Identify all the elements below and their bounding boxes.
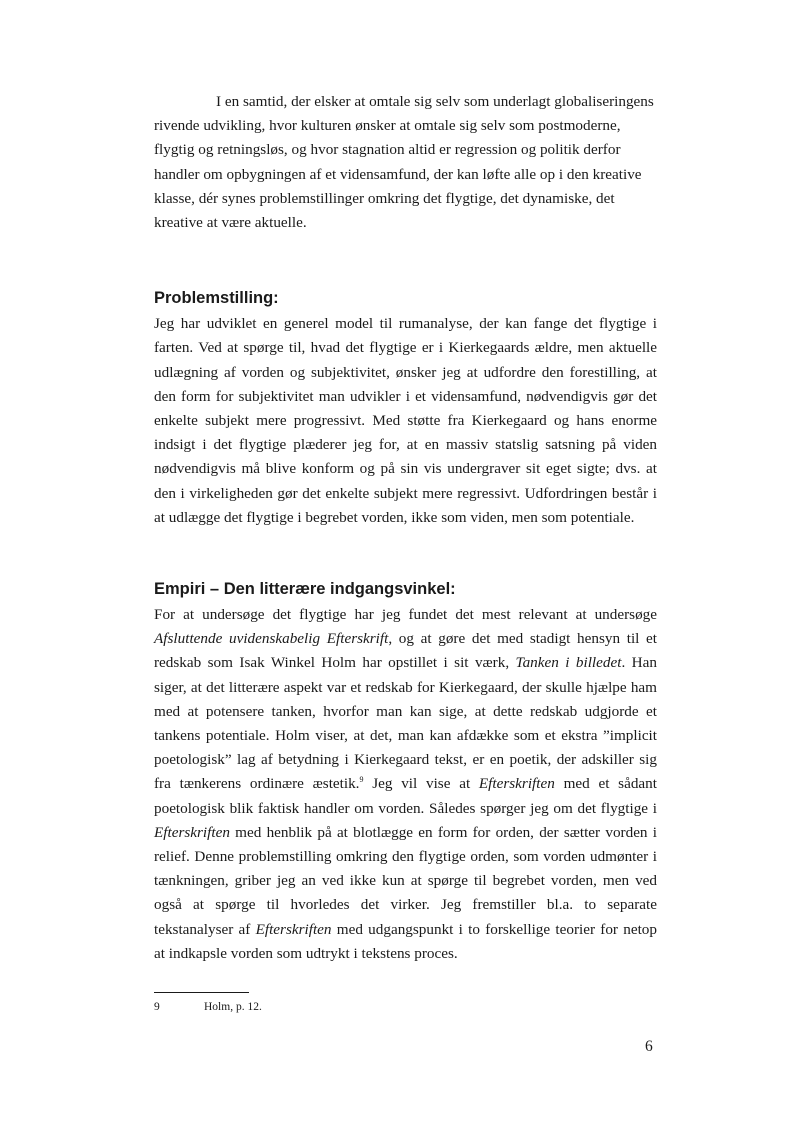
footnote-text: Holm, p. 12. (204, 1001, 262, 1013)
footnote-divider (154, 992, 249, 993)
heading-problemstilling: Problemstilling: (154, 289, 279, 308)
work-title-efterskrift: Afsluttende uvidenskabelig Efterskrift (154, 630, 389, 648)
page-number: 6 (645, 1038, 653, 1055)
page-body (154, 90, 657, 966)
work-title-efterskriften-3: Efterskriften (255, 920, 332, 938)
empiri-text-7: med udgangspunkt i to forskellige teorier for netop at indkapsle vorden som udtrykt i tekstens proces. (154, 920, 657, 962)
footnote-reference[interactable]: 9 (359, 775, 364, 785)
empiri-text-3: . Han siger, at det litterære aspekt var et redskab for Kierkegaard, der skulle hjælpe ham med at potensere tanken, hvorfor man kan sige, at dette redskab udgjorde et tankens potentiale. Holm viser, at det, man kan afdække som et ekstra ”implicit poetologisk” lag af betydning i Kierkegaard tekst, er en poetik, der adskiller sig fra tænkerens ordinære æstetik. (154, 654, 657, 793)
intro-paragraph: I en samtid, der elsker at omtale sig selv som underlagt globaliseringens rivende udvikling, hvor kulturen ønsker at omtale sig selv som postmoderne, flygtig og retningsløs, og hvor stagnation altid er regression og politik derfor handler om opbygningen af et vidensamfund, der kan løfte alle op i den kreative klasse, dér synes problemstillinger omkring det flygtige, det dynamiske, det kreative at være aktuelle. (154, 93, 654, 232)
work-title-efterskriften-1: Efterskriften (478, 775, 555, 793)
empiri-text-4: Jeg vil vise at (363, 775, 479, 793)
empiri-paragraph (154, 603, 657, 966)
work-title-efterskriften-2: Efterskriften (154, 823, 230, 841)
empiri-text-2: , og at gøre det med stadigt hensyn til et redskab som Isak Winkel Holm har opstillet i sit værk, (154, 630, 657, 672)
heading-empiri: Empiri – Den litterære indgangsvinkel: (154, 580, 456, 599)
empiri-text-1: For at undersøge det flygtige har jeg fundet det mest relevant at undersøge (154, 606, 657, 624)
footnote (154, 999, 262, 1015)
work-title-tanken: Tanken i billedet (515, 654, 622, 672)
footnote-number: 9 (154, 1001, 160, 1013)
problemstilling-paragraph: Jeg har udviklet en generel model til rumanalyse, der kan fange det flygtige i farten. Ved at spørge til, hvad det flygtige er i Kierkegaards ældre, men aktuelle udlægning af vorden og subjektivitet, ønsker jeg at udfordre den forestilling, at den form for subjektivitet man udvikler i et vidensamfund, nødvendigvis gør det enkelte subjekt mere progressivt. Med støtte fra Kierkegaard og hans enorme indsigt i det flygtige plæderer jeg for, at en massiv statslig satsning på viden nødvendigvis må blive konform og på sin vis undergraver sit eget sigte; dvs. at den i virkeligheden gør det enkelte subjekt mere regressivt. Udfordringen består i at udlægge det flygtige i begrebet vorden, ikke som viden, men som potentiale. (154, 315, 657, 526)
empiri-text-5: med et sådant poetologisk blik faktisk handler om vorden. Således spørger jeg om det flygtige i (154, 775, 657, 817)
empiri-text-6: med henblik på at blotlægge en form for orden, der sætter vorden i relief. Denne problemstilling omkring den flygtige orden, som vorden udmønter i tænkningen, griber jeg an ved ikke kun at spørge til begrebet vorden, men ved også at spørge til hvorledes det virker. Jeg fremstiller bl.a. to separate tekstanalyser af (154, 823, 657, 938)
